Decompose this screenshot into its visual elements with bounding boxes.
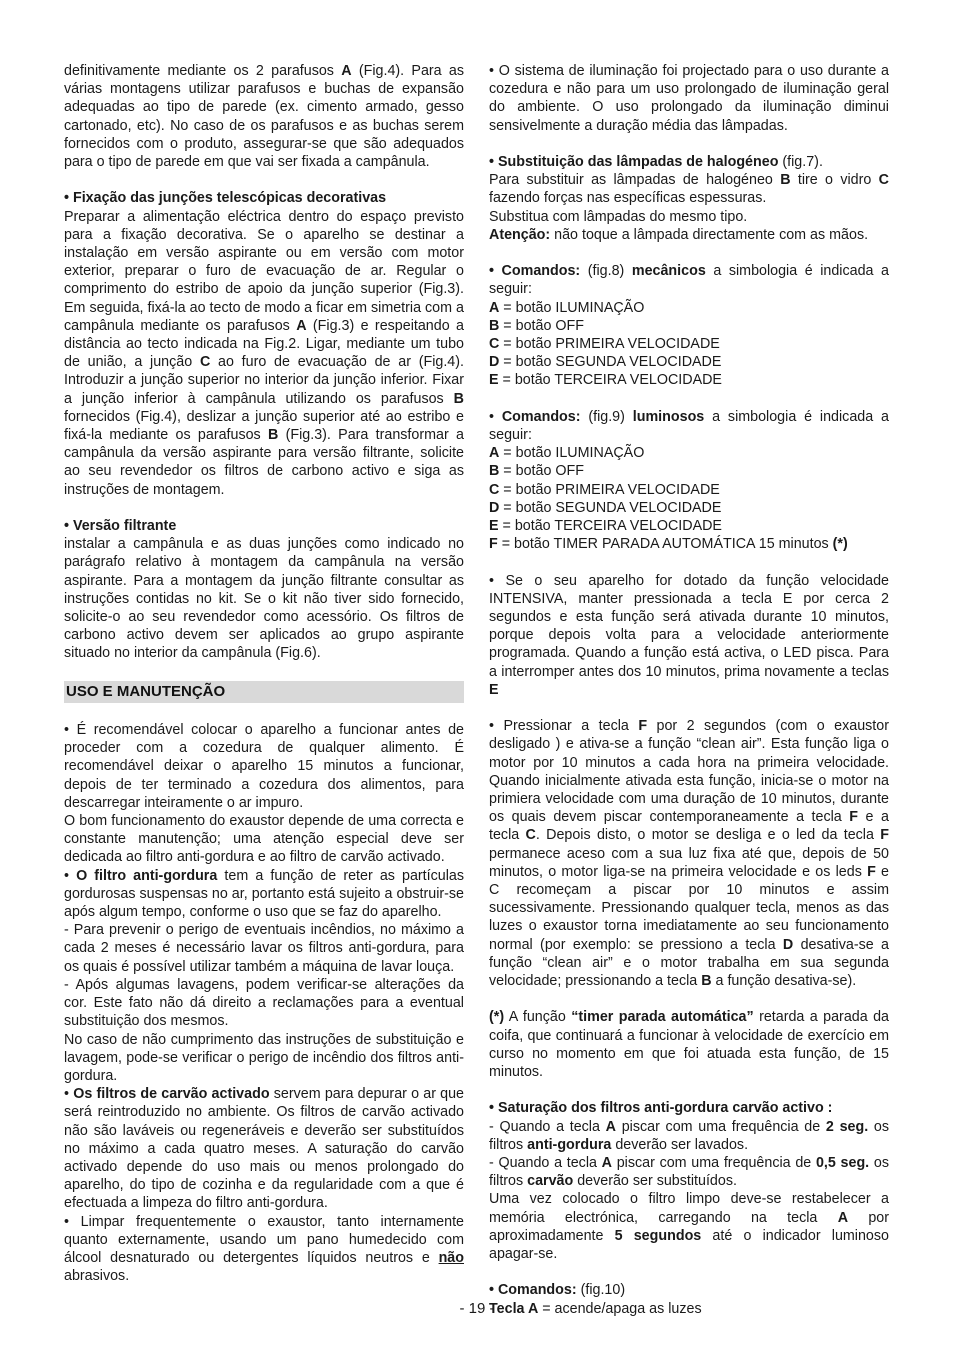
heading-halogen-replacement [489,153,889,171]
text-run: - Após algumas lavagens, podem verificar-se alterações da cor. Este fato não dá direito a reclamações para a eventual substituição dos mesmos. [64,976,464,1030]
page-number: - 19 - [459,1300,495,1317]
text-run: A [296,317,307,334]
text-run: permanece aceso com a sua luz fixa até que, depois de 50 minutos, o motor liga-se na primeira velocidade e os leds [489,845,889,880]
text-run: • Comandos: [489,263,581,280]
text-run: • O sistema de iluminação foi projectado para o uso durante a cozedura e não para um uso prolongado de iluminação geral do ambiente. O uso prolongado da iluminação diminui sensivelmente a duração média das lâmpadas. [489,63,889,134]
button-list-fig8 [489,299,889,390]
paragraph-halogen-2 [489,208,889,226]
text-run: A função [504,1009,572,1026]
text-run: (fig.7). [778,154,823,170]
text-run: O bom funcionamento do exaustor depende de uma correcta e constante manutenção; uma atenção especial deve ser dedicada ao filtro anti-gordura e ao filtro de carvão activado. [64,813,464,866]
text-run: fornecidos (Fig.4), deslizar a junção superior até ao estribo e fixá-la mediante os parafusos [64,408,464,444]
text-run: “timer parada automática” [571,1009,754,1026]
text-run: = botão PRIMEIRA VELOCIDADE [499,336,720,353]
text-run: B [701,973,712,990]
text-run: F [867,863,876,880]
list-item [489,371,889,389]
text-run: E [489,681,499,698]
text-run: definitivamente mediante os 2 parafusos [64,63,342,79]
text-run: • Comandos: [489,1282,577,1299]
text-run: 2 seg. [825,1118,869,1135]
text-run: • É recomendável colocar o aparelho a funcionar antes de proceder com a cozedura de qualquer alimento. É recomendável deixar o aparelho 15 minutos a funcionar, depois de ter terminado a cozedura dos alimentos, para descarregar inteiramente o ar impuro. [64,722,464,811]
heading-filter-saturation [489,1099,889,1117]
text-run: a simbologia é indicada a seguir: [489,263,889,298]
text-run: • [489,408,502,425]
text-run: retarda a parada da coifa, que continuará a funcionar à velocidade de exercício em curso no momento em que foi atuada esta função, de 15 minutos. [489,1009,889,1081]
text-run: - Quando a tecla [489,1118,606,1135]
text-run: • Saturação dos filtros anti-gordura carvão activo : [489,1100,833,1117]
text-run: Uma vez colocado o filtro limpo deve-se restabelecer a memória electrónica, carregando na tecla [489,1191,889,1226]
paragraph-timer [489,1008,889,1081]
list-item [489,317,889,335]
text-run: = botão ILUMINAÇÃO [499,445,645,462]
text-run: os filtros [489,1118,890,1153]
text-run: E [489,372,499,389]
list-item [489,353,889,371]
text-run: não toque a lâmpada directamente com as mãos. [550,226,869,243]
paragraph-use-1 [64,721,464,812]
text-run: ao furo de evacuação de ar (Fig.4). Introduzir a junção superior no interior da junção inferior. Fixar a junção inferior à campânula utilizando os parafusos [64,354,464,407]
paragraph-noncompliance [64,1031,464,1086]
list-item [489,517,889,535]
paragraph-saturation-3 [489,1190,889,1263]
text-run: tire o vidro [790,172,879,189]
text-run: luminosos [632,408,705,425]
text-run: carvão [527,1173,574,1190]
text-run: = botão TIMER PARADA AUTOMÁTICA 15 minutos [497,536,833,553]
paragraph-mounting [64,62,464,171]
paragraph-use-2 [64,812,464,867]
text-run: C [525,827,536,844]
text-run: (fig.9) [580,408,633,425]
paragraph-saturation-1 [489,1118,889,1154]
text-run: (Fig.4). Para as várias montagens utilizar parafusos e buchas de expansão adequadas ao tipo de parede (ex. cimento armado, gesso cartonado, etc). No caso de os parafusos e as buchas serem fornecidos com o produto, assegurar-se que são adequados para o tipo de parede em que vai ser fixada a campânula. [64,63,464,171]
text-run: deverão ser lavados. [611,1136,749,1153]
text-run: a simbologia é indicada a seguir: [489,408,889,444]
text-run: (Fig.3) e respeitando a distância ao tecto indicada na Fig.2. Ligar, mediante um tubo de união, a junção [64,317,464,371]
text-run: os filtros [489,1155,889,1190]
paragraph-halogen-1 [489,171,889,207]
text-run: A [837,1209,849,1226]
paragraph-commands-fig9 [489,408,889,444]
text-run: • Se o seu aparelho for dotado da função velocidade INTENSIVA, manter pressionada a tecla E por cerca 2 segundos e esta função será ativada durante 10 minutos, porque depois volta para a velocidade anteriormente programada. Quando a função está activa, o LED pisca. Para a interromper antes dos 10 minutos, prima novamente a teclas [489,572,889,680]
text-run: a função desativa-se). [711,973,857,990]
text-run: A [601,1155,612,1172]
text-run: C [489,481,500,498]
text-run: (fig.8) [580,263,632,280]
list-item [489,481,889,499]
text-run: D [489,499,500,516]
text-run: (*) [489,1009,505,1026]
text-run: B [267,427,279,444]
paragraph-lighting [489,62,889,135]
text-run: D [489,354,500,371]
paragraph-commands-fig10 [489,1281,889,1299]
text-run: (*) [832,536,848,553]
text-run: Comandos: [501,408,581,425]
text-run: (Fig.3). Para transformar a campânula da versão aspirante para versão filtrante, solicite ao seu revendedor os filtros de carbono activo e siga as instruções de montagem. [64,427,464,498]
text-run: C [199,354,211,371]
paragraph-carbon-filter [64,1085,464,1212]
text-run: No caso de não cumprimento das instruções de substituição e lavagem, pode-se verificar o perigo de incêndio dos filtros anti-gordura. [64,1031,464,1084]
text-run: 0,5 seg. [815,1155,870,1172]
text-run: por aproximadamente [489,1209,890,1244]
text-run: B [780,172,791,189]
text-run: • [64,867,77,884]
text-run: E [489,518,499,535]
text-run: O filtro anti-gordura [76,867,218,884]
paragraph-color-change [64,976,464,1031]
text-run: = botão PRIMEIRA VELOCIDADE [499,481,720,498]
text-run: (fig.10) [576,1282,626,1299]
text-run: • Pressionar a tecla [489,718,639,735]
text-run: - Quando a tecla [489,1155,602,1172]
text-run: e C recomeçam a piscar por 10 minutos e assim sucessivamente. Pressionando qualquer tecla, menos as das luzes o exaustor torna imediatamente ao seu funcionamento normal (por exemplo: se pressiono a tecla [489,863,889,953]
text-run: B [489,463,500,480]
text-run: e a tecla [489,809,889,844]
right-column [489,62,889,1318]
text-run: Tecla A [489,1300,539,1317]
paragraph-filter-version [64,535,464,662]
text-run: piscar com uma frequência de [612,1155,816,1172]
text-run: servem para depurar o ar que será reintroduzido no ambiente. Os filtros de carvão activado não são laváveis ou regeneráveis e deverão ser substituídos no máximo a cada quatro meses. A saturação do carvão activado depende do uso mais ou menos prolongado do aparelho, do tipo de cozinha e da regularidade com a que é efectuada a limpeza do filtro anti-gordura. [64,1086,464,1212]
text-run: piscar com uma frequência de [615,1118,826,1135]
text-run: Substitua com lâmpadas do mesmo tipo. [489,208,748,225]
text-run: até o indicador luminoso apagar-se. [489,1227,889,1263]
text-run: = botão OFF [499,463,584,480]
text-run: • Limpar frequentemente o exaustor, tanto internamente quanto externamente, usando um pano humedecido com álcool desnaturado ou detergentes líquidos neutros e [64,1213,464,1266]
text-run: instalar a campânula e as duas junções como indicado no parágrafo relativo à montagem da campânula na versão aspirante. Para a montagem da junção filtrante consultar as instruções contidas no kit. Se o kit não tiver sido fornecido, solicite-o ao seu revendedor como acessório. Os filtros de carbono activo devem ser aplicados ao grupo aspirante situado no interior da campânula (Fig.6). [64,536,464,662]
text-run: Atenção: [489,226,551,243]
text-run: Para substituir as lâmpadas de halogéneo [489,172,781,189]
list-item [489,499,889,517]
text-run: A [489,445,500,462]
section-heading-use-maintenance: USO E MANUTENÇÃO [64,681,464,703]
paragraph-saturation-2 [489,1154,889,1190]
list-item [489,299,889,317]
text-run: desativa-se a função “clean air” e o motor trabalha em sua segunda velocidade; pressionando a tecla [489,936,889,990]
text-run: = botão ILUMINAÇÃO [499,299,645,316]
text-run: = botão TERCEIRA VELOCIDADE [498,372,722,389]
text-run: = botão TERCEIRA VELOCIDADE [498,518,722,535]
list-item [489,444,889,462]
text-run: não [438,1249,464,1266]
heading-telescopic-fixing: • Fixação das junções telescópicas decorativas [64,190,387,207]
paragraph-fire-prevention [64,921,464,976]
paragraph-clean-air [489,717,889,990]
heading-filter-version: • Versão filtrante [64,518,177,535]
button-list-fig9 [489,444,889,553]
text-run: D [782,936,794,953]
text-run: F [638,718,648,735]
paragraph-grease-filter [64,867,464,922]
left-column [64,62,464,1285]
text-run: Preparar a alimentação eléctrica dentro do espaço previsto para a fixação decorativa. Se o aparelho se destinar a instalação em versão aspirante ou em versão com motor exterior, preparar o furo de evacuação de ar. Regular o comprimento do estribo de apoio da junção superior (Fig.3). Em seguida, fixá-la ao tecto de modo a ficar em simetria com a campânula mediante os parafusos [64,208,464,334]
text-run: mecânicos [631,263,706,280]
text-run: C [489,336,500,353]
text-run: 5 segundos [614,1227,702,1244]
paragraph-commands-fig8 [489,262,889,298]
text-run: anti-gordura [527,1136,612,1153]
text-run: B [489,317,500,334]
text-run: = botão OFF [499,317,584,334]
text-run: F [849,809,859,826]
text-run: A [605,1118,616,1135]
paragraph-halogen-warning [489,226,889,244]
text-run: deverão ser substituídos. [573,1173,737,1190]
list-item [489,462,889,480]
text-run: B [453,390,464,407]
paragraph-intensive [489,572,889,699]
paragraph-telescopic-fixing [64,208,464,499]
text-run: = acende/apaga as luzes [538,1300,702,1317]
text-run: A [341,63,352,79]
text-run: tem a função de reter as partículas gordurosas suspensas no ar, portanto está sujeito a obstruir-se após algum tempo, conforme o uso que se faz do aparelho. [64,867,464,921]
text-run: • Substituição das lâmpadas de halogéneo [489,154,779,170]
list-item [489,535,889,553]
paragraph-cleaning [64,1213,464,1286]
text-run: • [64,1086,74,1103]
text-run: abrasivos. [64,1268,130,1285]
text-run: - Para prevenir o perigo de eventuais incêndios, no máximo a cada 2 meses é necessário lavar os filtros anti-gordura, para os quais é possível utilizar também a máquina de lavar louça. [64,922,464,975]
list-item [489,335,889,353]
text-run: C [878,172,889,189]
text-run: fazendo forças nas específicas espessuras. [489,190,767,207]
text-run: A [489,299,500,316]
text-run: = botão SEGUNDA VELOCIDADE [499,354,722,371]
text-run: = botão SEGUNDA VELOCIDADE [499,499,722,516]
text-run: . Depois disto, o motor se desliga e o led da tecla [535,827,881,844]
text-run: por 2 segundos (com o exaustor desligado ) e ativa-se a função “clean air”. Esta função liga o motor por 10 minutos a cada hora na primeira velocidade. Quando inicialmente ativada esta função, inicia-se o motor na primiera velocidade com uma duração de 10 minutos, durante os quais devem piscar contemporaneamente a tecla [489,718,889,826]
text-run: F [880,827,889,844]
text-run: Os filtros de carvão activado [73,1086,270,1103]
text-run: F [489,536,498,553]
